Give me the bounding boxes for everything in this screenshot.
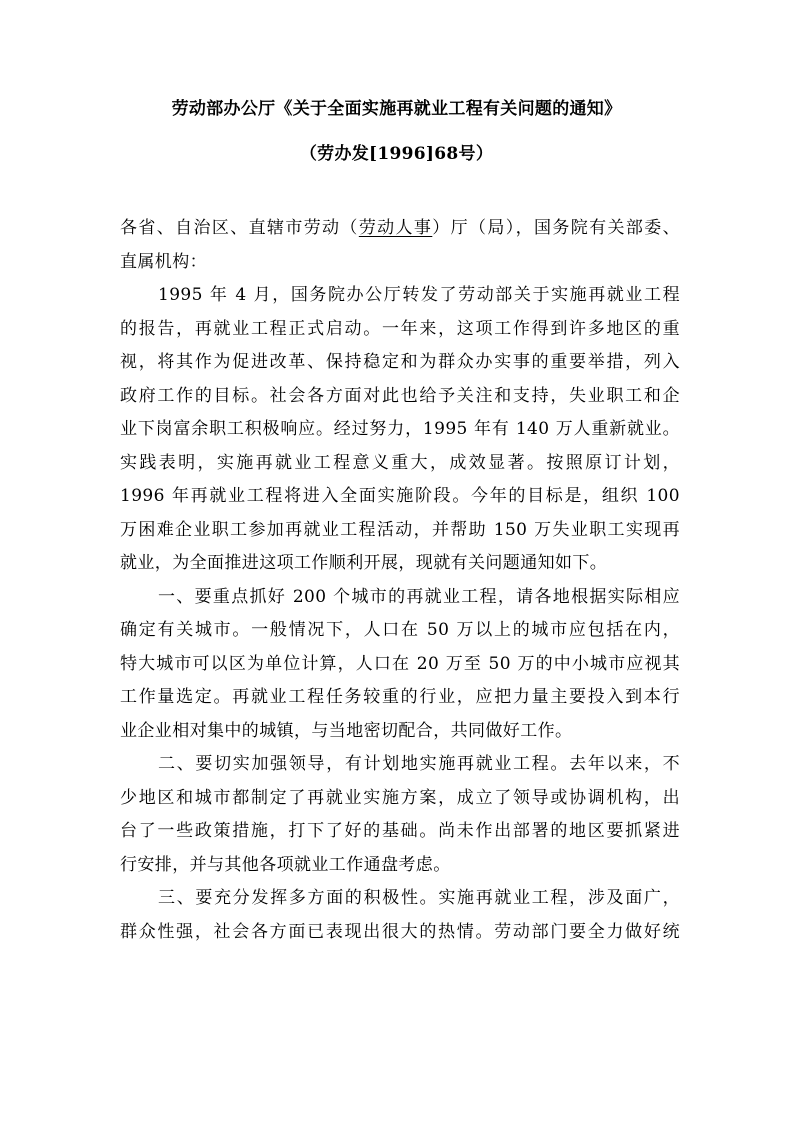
- salutation-line: 直属机构：: [120, 251, 207, 272]
- paragraph-line: 视，将其作为促进改革、保持稳定和为群众办实事的重要举措，列入: [120, 352, 680, 372]
- paragraph-line: 群众性强，社会各方面已表现出很大的热情。劳动部门要全力做好统: [120, 921, 680, 942]
- paragraph-line: 台了一些政策措施，打下了好的基础。尚未作出部署的地区要抓紧进: [120, 821, 680, 841]
- paragraph-line: 二、要切实加强领导，有计划地实施再就业工程。去年以来，不: [158, 754, 680, 774]
- paragraph-line: 业企业相对集中的城镇，与当地密切配合，共同做好工作。: [120, 720, 573, 741]
- paragraph-line: 一、要重点抓好 200 个城市的再就业工程，请各地根据实际相应: [158, 586, 680, 607]
- paragraph-line: 的报告，再就业工程正式启动。一年来，这项工作得到许多地区的重: [120, 318, 680, 339]
- paragraph-line: 业下岗富余职工积极响应。经过努力，1995 年有 140 万人重新就业。: [120, 419, 680, 439]
- paragraph-line: 三、要充分发挥多方面的积极性。实施再就业工程，涉及面广，: [158, 888, 680, 908]
- salutation-text-after: ）厅（局），国务院有关部委、: [432, 218, 680, 238]
- paragraph-line: 就业，为全面推进这项工作顺利开展，现就有关问题通知如下。: [120, 553, 608, 573]
- salutation-line: [120, 212, 680, 246]
- paragraph-line: 确定有关城市。一般情况下，人口在 50 万以上的城市应包括在内，: [120, 620, 680, 640]
- paragraph-line: 1996 年再就业工程将进入全面实施阶段。今年的目标是，组织 100: [120, 486, 680, 506]
- paragraph-line: 实践表明，实施再就业工程意义重大，成效显著。按照原订计划，: [120, 452, 680, 473]
- salutation-underlined-text: 劳动人事: [358, 218, 433, 238]
- paragraph-line: 行安排，并与其他各项就业工作通盘考虑。: [120, 854, 451, 875]
- document-number: （劳办发[1996]68号）: [299, 144, 494, 164]
- paragraph-line: 特大城市可以区为单位计算，人口在 20 万至 50 万的中小城市应视其: [120, 653, 680, 674]
- paragraph-line: 万困难企业职工参加再就业工程活动，并帮助 150 万失业职工实现再: [120, 519, 680, 540]
- document-body: [120, 212, 680, 949]
- salutation-text-before: 各省、自治区、直辖市劳动（: [120, 218, 359, 238]
- paragraph-line: 政府工作的目标。社会各方面对此也给予关注和支持，失业职工和企: [120, 385, 680, 406]
- document-title: 劳动部办公厅《关于全面实施再就业工程有关问题的通知》: [171, 99, 622, 119]
- paragraph-line: 工作量选定。再就业工程任务较重的行业，应把力量主要投入到本行: [120, 687, 680, 707]
- paragraph-line: 1995 年 4 月，国务院办公厅转发了劳动部关于实施再就业工程: [158, 285, 680, 305]
- paragraph-line: 少地区和城市都制定了再就业实施方案，成立了领导或协调机构，出: [120, 787, 680, 808]
